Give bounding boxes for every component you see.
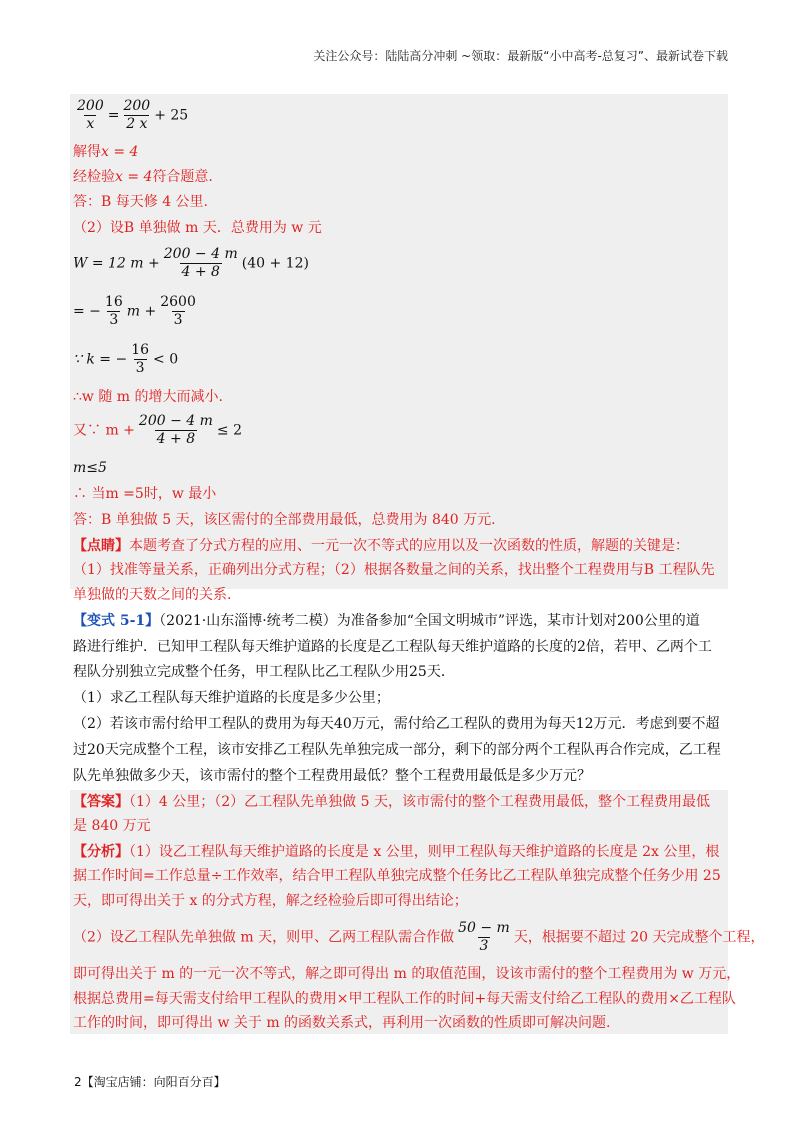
simplified-expression: = − $\frac{16}{3}$ m + $\frac{2600}{3}$ [73,294,196,328]
analysis-line-5: 即可得出关于 m 的一元一次不等式，解之即可得出 m 的取值范围，设该市需付的整个工程费用为 w 万元， [73,966,741,982]
w-decrease-line: ∴w 随 m 的增大而减小. [73,389,223,405]
answer-line-1: 【答案】（1）4 公里；（2）乙工程队先单独做 5 天，该市需付的整个工程费用最低，整个工程费用最低 [73,794,710,810]
variant-line-2: 路进行维护．已知甲工程队每天维护道路的长度是乙工程队每天维护道路的长度的2倍，若甲、乙两个工 [73,639,712,655]
answer-line-2: 是 840 万元 [73,818,151,834]
solve-line: 解得x = 4 [73,144,139,160]
dianjing-line-1: 【点睛】本题考查了分式方程的应用、一元一次不等式的应用以及一次函数的性质，解题的关键是： [73,538,689,554]
analysis-line-3: 天，即可得出关于 x 的分式方程，解之经检验后即可得出结论； [73,893,468,909]
question-2-line-1: （2）若该市需付给甲工程队的费用为每天40万元，需付给乙工程队的费用为每天12万元．考虑到要不超 [73,716,720,732]
equation-1: $\frac{200}{x}$ = $\frac{200}{2 x}$ + 25 [77,98,189,132]
question-2-line-3: 队先单独做多少天，该市需付的整个工程费用最低？整个工程费用最低是多少万元？ [73,768,591,784]
variant-line-3: 程队分别独立完成整个任务，甲工程队比乙工程队少用25天． [73,664,455,680]
page-header: 关注公众号：陆陆高分冲刺 ~领取：最新版“小中高考-总复习”、最新试卷下载 [313,49,728,63]
answer-1: 答：B 每天修 4 公里. [73,194,208,210]
part-2-setup: （2）设B 单独做 m 天．总费用为 w 元 [73,220,322,236]
page-footer: 2【淘宝店铺：向阳百分百】 [74,1075,226,1089]
answer-2: 答：B 单独做 5 天，该区需付的全部费用最低，总费用为 840 万元. [73,512,496,528]
inequality-line: 又∵ m + $\frac{200 - 4 m}{4 + 8}$ ≤ 2 [73,413,242,447]
variant-line-1: 【变式 5-1】（2021·山东淄博·统考二模）为准备参加“全国文明城市”评选，某市计划对200公里的道 [73,613,700,629]
analysis-line-7: 工作的时间，即可得出 w 关于 m 的函数关系式，再利用一次函数的性质即可解决问题. [73,1015,611,1031]
check-line: 经检验x = 4符合题意. [73,169,213,185]
w-expression: W = 12 m + $\frac{200 - 4 m}{4 + 8}$ (40 + 12) [73,246,309,280]
minimum-line: ∴ 当m =5时，w 最小 [73,486,217,502]
analysis-line-6: 根据总费用=每天需支付给甲工程队的费用×甲工程队工作的时间+每天需支付给乙工程队的费用×乙工程队 [73,991,736,1007]
analysis-line-4: （2）设乙工程队先单独做 m 天，则甲、乙两工程队需合作做 $\frac{50 - m}{3}$ 天，根据要不超过 20 天完成整个工程， [73,920,765,954]
m-range: m≤5 [73,460,107,476]
analysis-line-1: 【分析】（1）设乙工程队每天维护道路的长度是 x 公里，则甲工程队每天维护道路的长度是 2x 公里，根 [73,844,720,860]
question-1: （1）求乙工程队每天维护道路的长度是多少公里； [73,690,390,706]
analysis-line-2: 据工作时间=工作总量÷工作效率，结合甲工程队单独完成整个任务比乙工程队单独完成整个任务少用 25 [73,868,721,884]
dianjing-line-3: 单独做的天数之间的关系. [73,587,232,603]
k-line: ∵ k = − $\frac{16}{3}$ < 0 [73,342,179,376]
question-2-line-2: 过20天完成整个工程，该市安排乙工程队先单独完成一部分，剩下的部分两个工程队再合作完成，乙工程 [73,742,721,758]
dianjing-line-2: （1）找准等量关系，正确列出分式方程；（2）根据各数量之间的关系，找出整个工程费用与B 工程队先 [73,562,715,578]
